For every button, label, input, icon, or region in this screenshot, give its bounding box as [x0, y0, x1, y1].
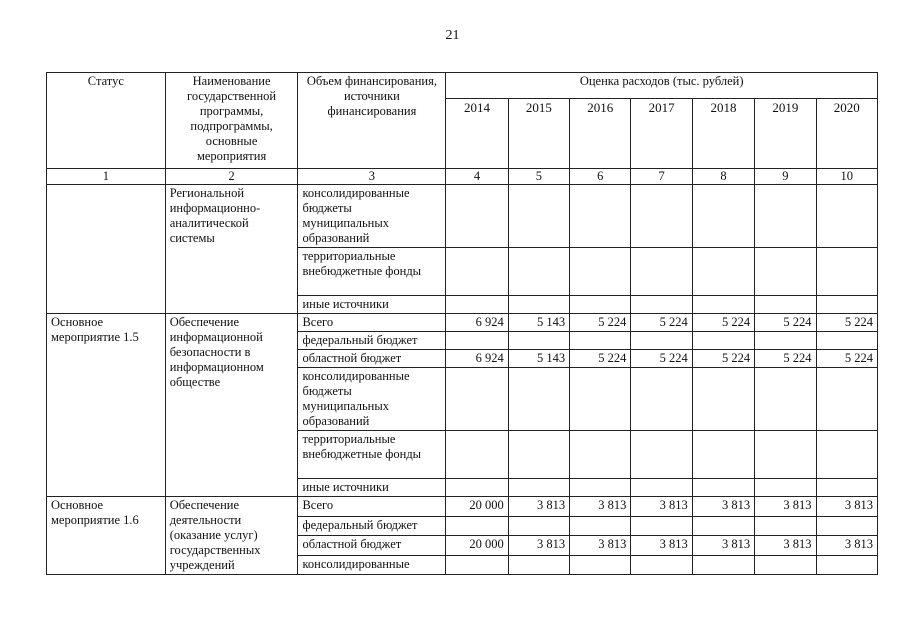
expense-value — [816, 479, 878, 497]
expense-value — [570, 332, 631, 350]
funding-source: территориальные внебюджетные фонды — [298, 431, 446, 479]
funding-source: иные источники — [298, 296, 446, 314]
expense-value — [816, 516, 878, 536]
expense-value — [508, 516, 569, 536]
row-status: Основное мероприятие 1.6 — [47, 497, 166, 575]
header-year: 2017 — [631, 99, 692, 169]
column-number: 2 — [165, 169, 298, 185]
header-year: 2015 — [508, 99, 569, 169]
expense-value — [446, 368, 508, 431]
column-number: 8 — [692, 169, 754, 185]
expense-value — [570, 431, 631, 479]
column-number: 3 — [298, 169, 446, 185]
expense-value — [446, 431, 508, 479]
expense-value — [508, 479, 569, 497]
expense-value: 3 813 — [816, 497, 878, 517]
column-number-row — [47, 169, 878, 185]
expense-value — [816, 431, 878, 479]
expense-value — [570, 555, 631, 575]
expense-value: 3 813 — [631, 497, 692, 517]
expense-value — [446, 516, 508, 536]
header-estimate: Оценка расходов (тыс. рублей) — [446, 73, 878, 99]
expense-value: 3 813 — [755, 497, 816, 517]
expense-value — [692, 555, 754, 575]
expense-value — [446, 296, 508, 314]
expense-value — [816, 248, 878, 296]
expense-value: 5 143 — [508, 314, 569, 332]
expense-value — [816, 368, 878, 431]
header-row-1 — [47, 73, 878, 99]
expense-value — [755, 516, 816, 536]
funding-source: консолидированные бюджеты муниципальных образований — [298, 185, 446, 248]
expense-value — [755, 479, 816, 497]
expense-value — [692, 185, 754, 248]
header-year: 2018 — [692, 99, 754, 169]
budget-table — [46, 72, 878, 575]
expense-value — [816, 332, 878, 350]
expense-value — [755, 555, 816, 575]
header-year: 2014 — [446, 99, 508, 169]
header-status: Статус — [47, 73, 166, 169]
header-program-name: Наименование государственной программы, подпрограммы, основные мероприятия — [165, 73, 298, 169]
table-row — [47, 185, 878, 248]
expense-value — [570, 368, 631, 431]
expense-value — [508, 248, 569, 296]
expense-value — [816, 296, 878, 314]
expense-value — [508, 185, 569, 248]
expense-value — [446, 479, 508, 497]
expense-value: 5 143 — [508, 350, 569, 368]
expense-value: 3 813 — [816, 536, 878, 556]
expense-value: 5 224 — [570, 314, 631, 332]
expense-value — [692, 332, 754, 350]
expense-value — [631, 479, 692, 497]
column-number: 4 — [446, 169, 508, 185]
expense-value — [570, 248, 631, 296]
expense-value — [631, 248, 692, 296]
expense-value: 3 813 — [692, 497, 754, 517]
expense-value — [446, 332, 508, 350]
expense-value — [692, 368, 754, 431]
expense-value — [692, 248, 754, 296]
funding-source: консолидированные — [298, 555, 446, 575]
expense-value: 5 224 — [816, 350, 878, 368]
page-number: 21 — [445, 28, 460, 43]
expense-value: 3 813 — [692, 536, 754, 556]
header-year: 2020 — [816, 99, 878, 169]
expense-value: 5 224 — [631, 350, 692, 368]
expense-value — [508, 431, 569, 479]
expense-value — [570, 516, 631, 536]
expense-value — [755, 332, 816, 350]
expense-value: 3 813 — [508, 497, 569, 517]
expense-value — [692, 516, 754, 536]
expense-value — [692, 479, 754, 497]
expense-value — [631, 185, 692, 248]
expense-value: 6 924 — [446, 314, 508, 332]
column-number: 9 — [755, 169, 816, 185]
expense-value — [631, 431, 692, 479]
row-program-name: Обеспечение деятельности (оказание услуг) государственных учреждений — [165, 497, 298, 575]
row-status: Основное мероприятие 1.5 — [47, 314, 166, 497]
expense-value: 3 813 — [755, 536, 816, 556]
expense-value: 5 224 — [570, 350, 631, 368]
column-number: 5 — [508, 169, 569, 185]
expense-value: 6 924 — [446, 350, 508, 368]
expense-value — [446, 185, 508, 248]
expense-value — [508, 296, 569, 314]
expense-value — [692, 296, 754, 314]
funding-source: областной бюджет — [298, 536, 446, 556]
table-row — [47, 314, 878, 332]
expense-value — [692, 431, 754, 479]
expense-value: 3 813 — [570, 536, 631, 556]
expense-value: 5 224 — [755, 350, 816, 368]
expense-value: 3 813 — [508, 536, 569, 556]
expense-value: 3 813 — [631, 536, 692, 556]
expense-value: 5 224 — [692, 350, 754, 368]
expense-value: 5 224 — [631, 314, 692, 332]
row-program-name: Региональной информационно-аналитической системы — [165, 185, 298, 314]
header-year: 2016 — [570, 99, 631, 169]
expense-value — [755, 431, 816, 479]
header-funding: Объем финансирования, источники финансирования — [298, 73, 446, 169]
table-row — [47, 497, 878, 517]
expense-value: 20 000 — [446, 536, 508, 556]
row-program-name: Обеспечение информационной безопасности в информационном обществе — [165, 314, 298, 497]
expense-value — [755, 368, 816, 431]
expense-value: 20 000 — [446, 497, 508, 517]
funding-source: Всего — [298, 497, 446, 517]
funding-source: федеральный бюджет — [298, 516, 446, 536]
expense-value — [446, 555, 508, 575]
expense-value — [508, 555, 569, 575]
header-year: 2019 — [755, 99, 816, 169]
column-number: 6 — [570, 169, 631, 185]
expense-value — [755, 296, 816, 314]
expense-value — [570, 185, 631, 248]
expense-value — [631, 296, 692, 314]
expense-value: 5 224 — [692, 314, 754, 332]
expense-value — [755, 185, 816, 248]
expense-value — [631, 555, 692, 575]
expense-value — [816, 555, 878, 575]
expense-value — [570, 479, 631, 497]
expense-value — [816, 185, 878, 248]
expense-value — [631, 516, 692, 536]
expense-value — [508, 368, 569, 431]
funding-source: областной бюджет — [298, 350, 446, 368]
expense-value — [570, 296, 631, 314]
column-number: 7 — [631, 169, 692, 185]
expense-value: 5 224 — [816, 314, 878, 332]
row-status — [47, 185, 166, 314]
expense-value: 5 224 — [755, 314, 816, 332]
funding-source: территориальные внебюджетные фонды — [298, 248, 446, 296]
expense-value — [631, 332, 692, 350]
expense-value — [631, 368, 692, 431]
funding-source: Всего — [298, 314, 446, 332]
funding-source: консолидированные бюджеты муниципальных образований — [298, 368, 446, 431]
expense-value — [446, 248, 508, 296]
expense-value — [508, 332, 569, 350]
column-number: 1 — [47, 169, 166, 185]
column-number: 10 — [816, 169, 878, 185]
expense-value: 3 813 — [570, 497, 631, 517]
funding-source: федеральный бюджет — [298, 332, 446, 350]
funding-source: иные источники — [298, 479, 446, 497]
expense-value — [755, 248, 816, 296]
